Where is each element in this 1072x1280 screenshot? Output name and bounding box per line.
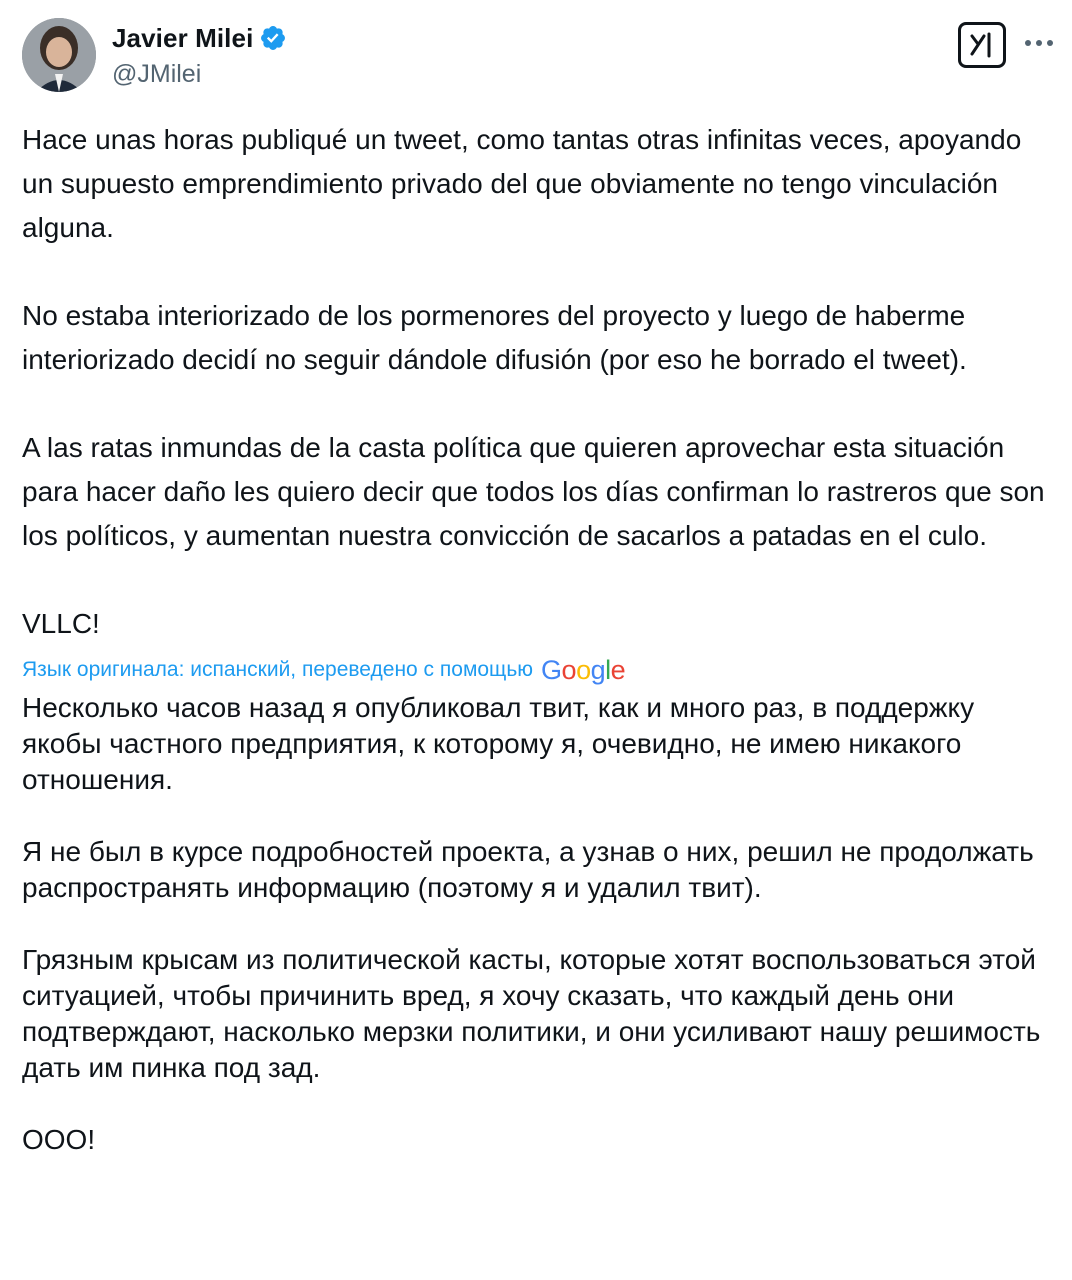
more-horizontal-icon[interactable] xyxy=(1022,26,1056,60)
translated-paragraph: Грязным крысам из политической касты, которые хотят воспользоваться этой ситуацией, чтобы причинить вред, я хочу сказать, что каждый день они подтверждают, насколько мерзки политики, и они усиливают нашу решимость дать им пинка под зад. xyxy=(22,944,1049,1083)
translation-note-text: Язык оригинала: испанский, переведено с помощью xyxy=(22,658,534,681)
translation-note[interactable] xyxy=(22,650,1052,690)
tweet-header xyxy=(22,18,1052,94)
author-handle[interactable]: @JMilei xyxy=(112,60,202,88)
original-text xyxy=(22,118,1052,646)
translated-paragraph: Несколько часов назад я опубликовал твит, как и много раз, в поддержку якобы частного предприятия, к которому я, очевидно, не имею никакого отношения. xyxy=(22,692,982,795)
translated-paragraph: Я не был в курсе подробностей проекта, а узнав о них, решил не продолжать распространять информацию (поэтому я и удалил твит). xyxy=(22,836,1042,903)
tweet-text xyxy=(22,118,1052,1158)
grok-button[interactable] xyxy=(958,22,1006,68)
verified-badge-icon xyxy=(259,24,287,52)
avatar[interactable] xyxy=(22,18,96,92)
original-paragraph: A las ratas inmundas de la casta política que quieren aprovechar esta situación para hacer daño les quiero decir que todos los días confirman lo rastreros que son los políticos, y aumentan nuestra convicción de sacarlos a patadas en el culo. xyxy=(22,432,1053,551)
grok-icon xyxy=(967,30,997,60)
author-info xyxy=(112,22,287,89)
author-display-name[interactable]: Javier Milei xyxy=(112,22,254,53)
translated-text xyxy=(22,690,1052,1158)
avatar-image xyxy=(22,18,96,92)
original-paragraph: VLLC! xyxy=(22,608,100,639)
google-logo: Google xyxy=(541,654,626,685)
original-paragraph: Hace unas horas publiqué un tweet, como tantas otras infinitas veces, apoyando un supuesto emprendimiento privado del que obviamente no tengo vinculación alguna. xyxy=(22,124,1030,243)
translated-paragraph: ООО! xyxy=(22,1124,96,1155)
original-paragraph: No estaba interiorizado de los pormenores del proyecto y luego de haberme interiorizado decidí no seguir dándole difusión (por eso he borrado el tweet). xyxy=(22,300,974,375)
